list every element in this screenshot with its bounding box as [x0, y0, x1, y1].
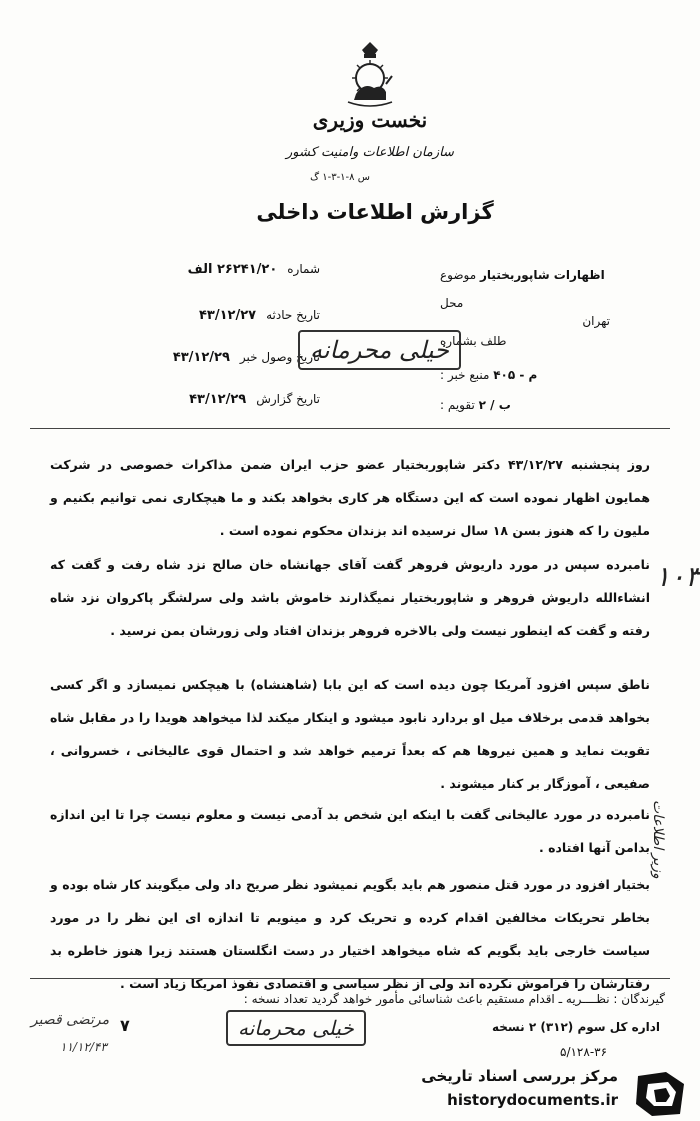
department-line: اداره کل سوم (۳۱۲) ۲ نسخه: [491, 1020, 660, 1034]
place-value: تهران: [582, 314, 610, 328]
archive-logo-icon: [632, 1070, 690, 1118]
margin-number: ۷: [120, 1016, 130, 1035]
reference-code: ۵/۱۲۸-۳۶: [560, 1045, 608, 1059]
meta-source: [440, 368, 660, 382]
attachment-label: طلف بشماره: [440, 334, 507, 348]
signature-date: ۱۱/۱۲/۴۳: [60, 1040, 107, 1054]
meta-value: ۴۳/۱۲/۲۷: [199, 308, 257, 323]
meta-attachment: [440, 334, 660, 348]
classification-stamp: خیلی محرمانه: [298, 330, 461, 370]
margin-note-side: وزیر اطلاعات: [650, 800, 666, 879]
source-label: منبع خبر :: [440, 368, 490, 382]
meta-label: تاریخ حادثه: [266, 308, 320, 322]
meta-place: [440, 296, 660, 310]
distribution-line: گیرندگان : نظــــریه ـ اقدام مستقیم باعث شناسائی مأمور خواهد گردید تعداد نسخه :: [243, 992, 665, 1006]
meta-label: شماره: [287, 262, 320, 276]
meta-label: تاریخ گزارش: [256, 392, 320, 406]
signature-name: مرتضی قصیر: [30, 1012, 110, 1028]
subject-label: موضوع: [440, 268, 477, 282]
subject-value: اظهارات شاپوربختیار: [480, 268, 605, 282]
organization-name: سازمان اطلاعات وامنیت کشور: [286, 145, 454, 160]
meta-received-date: [55, 350, 320, 372]
paragraph-5: بختیار افزود در مورد قتل منصور هم باید بگویم نمیشود نظر صریح داد ولی میگویند کار شاه بوده و بخاطر تحریکات مخالفین اقدام کرده و تحریک کرد و مینویم تا اندازه ای این نظر را در مورد سیاست خارجی باید بگویم که شاه میخواهد اختیار در دست انگلستان هستند زیرا هنوز خاطره بد رفتارشان را فراموش نکرده اند ولی از نظر سیاسی و اقتصادی نفوذ امریکا زیاد است .: [50, 877, 650, 991]
meta-label: تاریخ وصول خبر: [239, 350, 320, 364]
office-name: نخست وزیری: [312, 108, 428, 132]
watermark-name: مرکز بررسی اسناد تاریخی: [421, 1067, 618, 1085]
document-title: گزارش اطلاعات داخلی: [256, 200, 494, 224]
rating-label: تقویم :: [440, 398, 475, 412]
source-value: م - ۴۰۵: [493, 368, 538, 382]
divider: [30, 428, 670, 429]
meta-subject: [440, 268, 660, 282]
meta-value: ۴۳/۱۲/۲۹: [172, 350, 230, 365]
lion-and-sun-emblem: [340, 40, 400, 108]
margin-note-number: ۱۰۳: [655, 560, 700, 593]
paragraph-3: ناطق سپس افزود آمریکا چون دیده است که این بابا (شاهنشاه) با هیچکس نمیسازد و اگر کسی بخواهد قدمی برخلاف میل او بردارد نابود میشود و اینکار میکند لذا میخواهد هویدا را در مقابل شاه تقویت نماید و همین نیروها هم که بعداً ترمیم خواهد شد و احتمال قوی عالیخانی ، خسروانی ، صفیعی ، آموزگار بر کنار میشوند .: [50, 677, 650, 791]
rating-value: ب / ۲: [478, 398, 511, 412]
paragraph-1: روز پنجشنبه ۴۳/۱۲/۲۷ دکتر شاپوربختیار عضو حزب ایران ضمن مذاکرات خصوصی در شرکت همایون اظهار نموده است که این دستگاه هر کاری بخواهد بکند و ما هیچکاری نمی توانیم بکنیم و ملیون را که هنوز بسن ۱۸ سال نرسیده اند بزندان محکوم نموده است .: [50, 457, 650, 538]
meta-report-date: [55, 392, 320, 414]
meta-number: [55, 262, 320, 284]
classification-stamp: خیلی محرمانه: [226, 1010, 366, 1046]
form-code: س ۸-۱-۳-۱ گ: [310, 172, 370, 183]
meta-value: ۲۶۲۴۱/۲۰ الف: [187, 262, 278, 277]
divider: [30, 978, 670, 979]
paragraph-2: نامبرده سپس در مورد داریوش فروهر گفت آقای جهانشاه خان صالح نزد شاه رفت و گفت که انشاءالله داریوش فروهر و شاپوربختیار نمیگذارند خاموش باشد ولی سرلشگر پاکروان نزد شاه رفته و گفت که اینطور نیست ولی بالاخره فروهر بزندان افتاد ولی زورشان بمن نرسید .: [50, 557, 650, 638]
paragraph-4: نامبرده در مورد عالیخانی گفت با اینکه این شخص بد آدمی نیست و معلوم نیست چرا تا این اندازه بدامن آنها افتاده .: [50, 807, 650, 855]
meta-value: ۴۳/۱۲/۲۹: [189, 392, 247, 407]
meta-rating: [440, 398, 660, 412]
meta-incident-date: [55, 308, 320, 330]
place-label: محل: [440, 296, 464, 310]
watermark-url: historydocuments.ir: [447, 1091, 618, 1109]
